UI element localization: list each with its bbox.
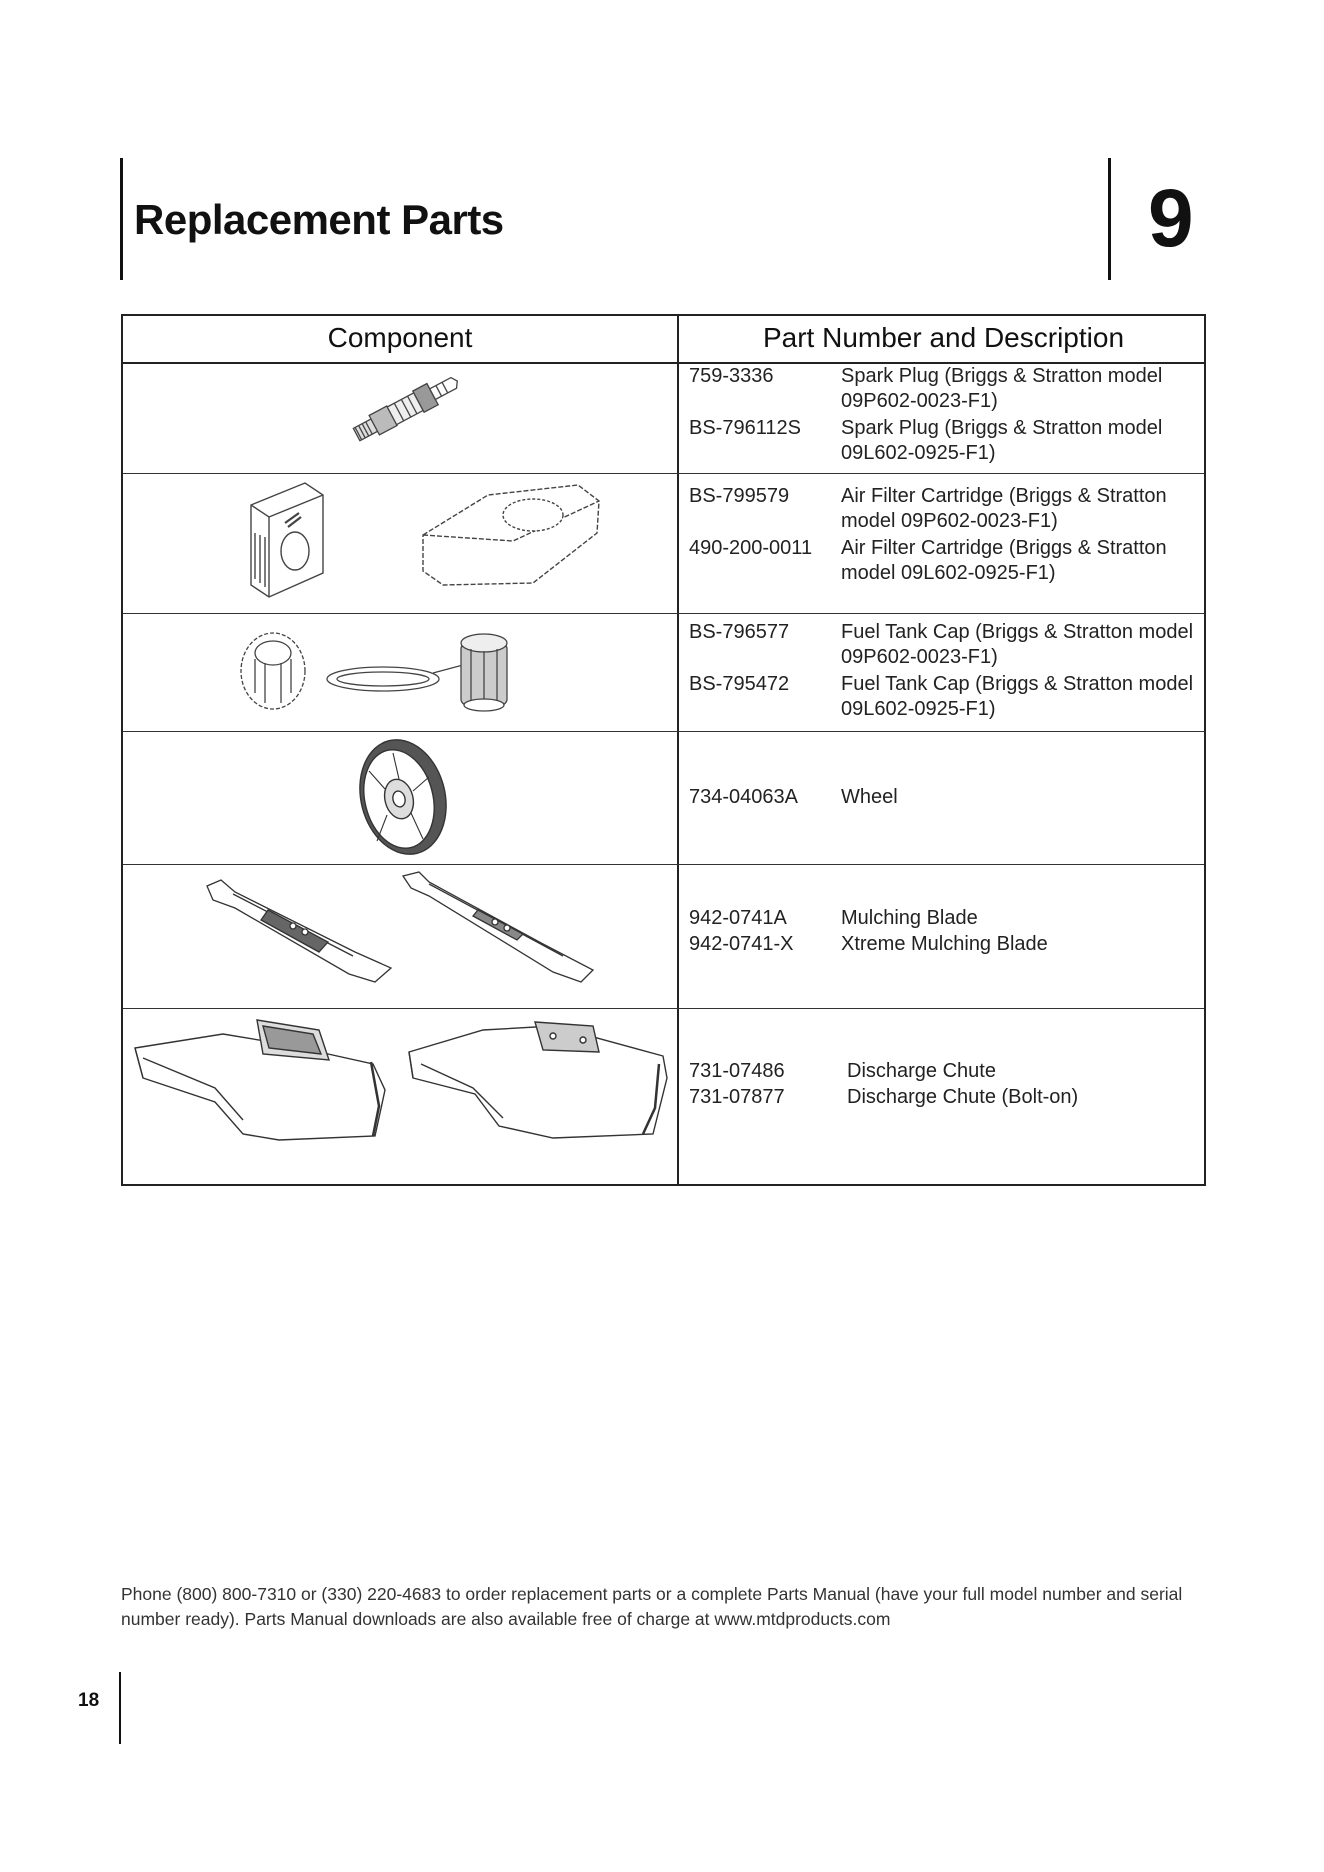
parts-table bbox=[121, 314, 1206, 1186]
part-number: 490-200-0011 bbox=[689, 537, 813, 559]
page-number-rule bbox=[119, 1672, 121, 1744]
part-description: Air Filter Cartridge (Briggs & Stratton model 09L602-0925-F1) bbox=[841, 537, 1167, 584]
blade-image bbox=[123, 864, 677, 1008]
part-description: Wheel bbox=[841, 786, 898, 808]
column-header-part-number: Part Number and Description bbox=[762, 322, 1125, 353]
part-number: 734-04063A bbox=[689, 786, 798, 808]
chapter-rule bbox=[1108, 158, 1111, 280]
column-header-component: Component bbox=[327, 322, 473, 353]
fuel-cap-image bbox=[123, 613, 677, 731]
part-description: Discharge Chute (Bolt-on) bbox=[847, 1086, 1079, 1108]
part-description: Spark Plug (Briggs & Stratton model 09P602-0023-F1) bbox=[841, 365, 1163, 412]
chapter-number: 9 bbox=[1148, 173, 1194, 264]
part-description: Fuel Tank Cap (Briggs & Stratton model 09L602-0925-F1) bbox=[841, 673, 1194, 720]
table-row bbox=[123, 473, 1204, 614]
part-number: 942-0741-X bbox=[689, 933, 794, 955]
part-description: Xtreme Mulching Blade bbox=[841, 933, 1048, 955]
part-number: 942-0741A bbox=[689, 907, 787, 929]
part-number: 759-3336 bbox=[689, 365, 774, 387]
title-rule-left bbox=[120, 158, 123, 280]
part-description: Air Filter Cartridge (Briggs & Stratton model 09P602-0023-F1) bbox=[841, 485, 1167, 532]
table-row bbox=[123, 362, 1204, 474]
page-number: 18 bbox=[78, 1690, 100, 1711]
part-number: BS-796577 bbox=[689, 621, 790, 643]
part-number: BS-796112S bbox=[689, 417, 801, 439]
part-number: BS-799579 bbox=[689, 485, 790, 507]
part-number: 731-07877 bbox=[689, 1086, 785, 1108]
discharge-chute-image bbox=[123, 1008, 677, 1186]
part-description: Spark Plug (Briggs & Stratton model 09L602-0925-F1) bbox=[841, 417, 1163, 464]
wheel-image bbox=[123, 731, 677, 864]
table-row bbox=[123, 864, 1204, 1009]
spark-plug-image bbox=[123, 362, 677, 473]
table-row bbox=[123, 613, 1204, 732]
table-row bbox=[123, 1008, 1204, 1186]
part-number: 731-07486 bbox=[689, 1060, 785, 1082]
page-title: Replacement Parts bbox=[134, 196, 504, 243]
ordering-note: Phone (800) 800-7310 or (330) 220-4683 to order replacement parts or a complete Parts Manual (have your full model number and serial number ready). Parts Manual downloads are also available free of charge at www.mtdproducts.com bbox=[121, 1584, 1183, 1629]
table-header bbox=[123, 316, 1204, 364]
part-number: BS-795472 bbox=[689, 673, 790, 695]
table-row bbox=[123, 731, 1204, 865]
part-description: Fuel Tank Cap (Briggs & Stratton model 09P602-0023-F1) bbox=[841, 621, 1194, 668]
air-filter-image bbox=[123, 473, 677, 613]
part-description: Mulching Blade bbox=[841, 907, 978, 929]
part-description: Discharge Chute bbox=[847, 1060, 996, 1082]
